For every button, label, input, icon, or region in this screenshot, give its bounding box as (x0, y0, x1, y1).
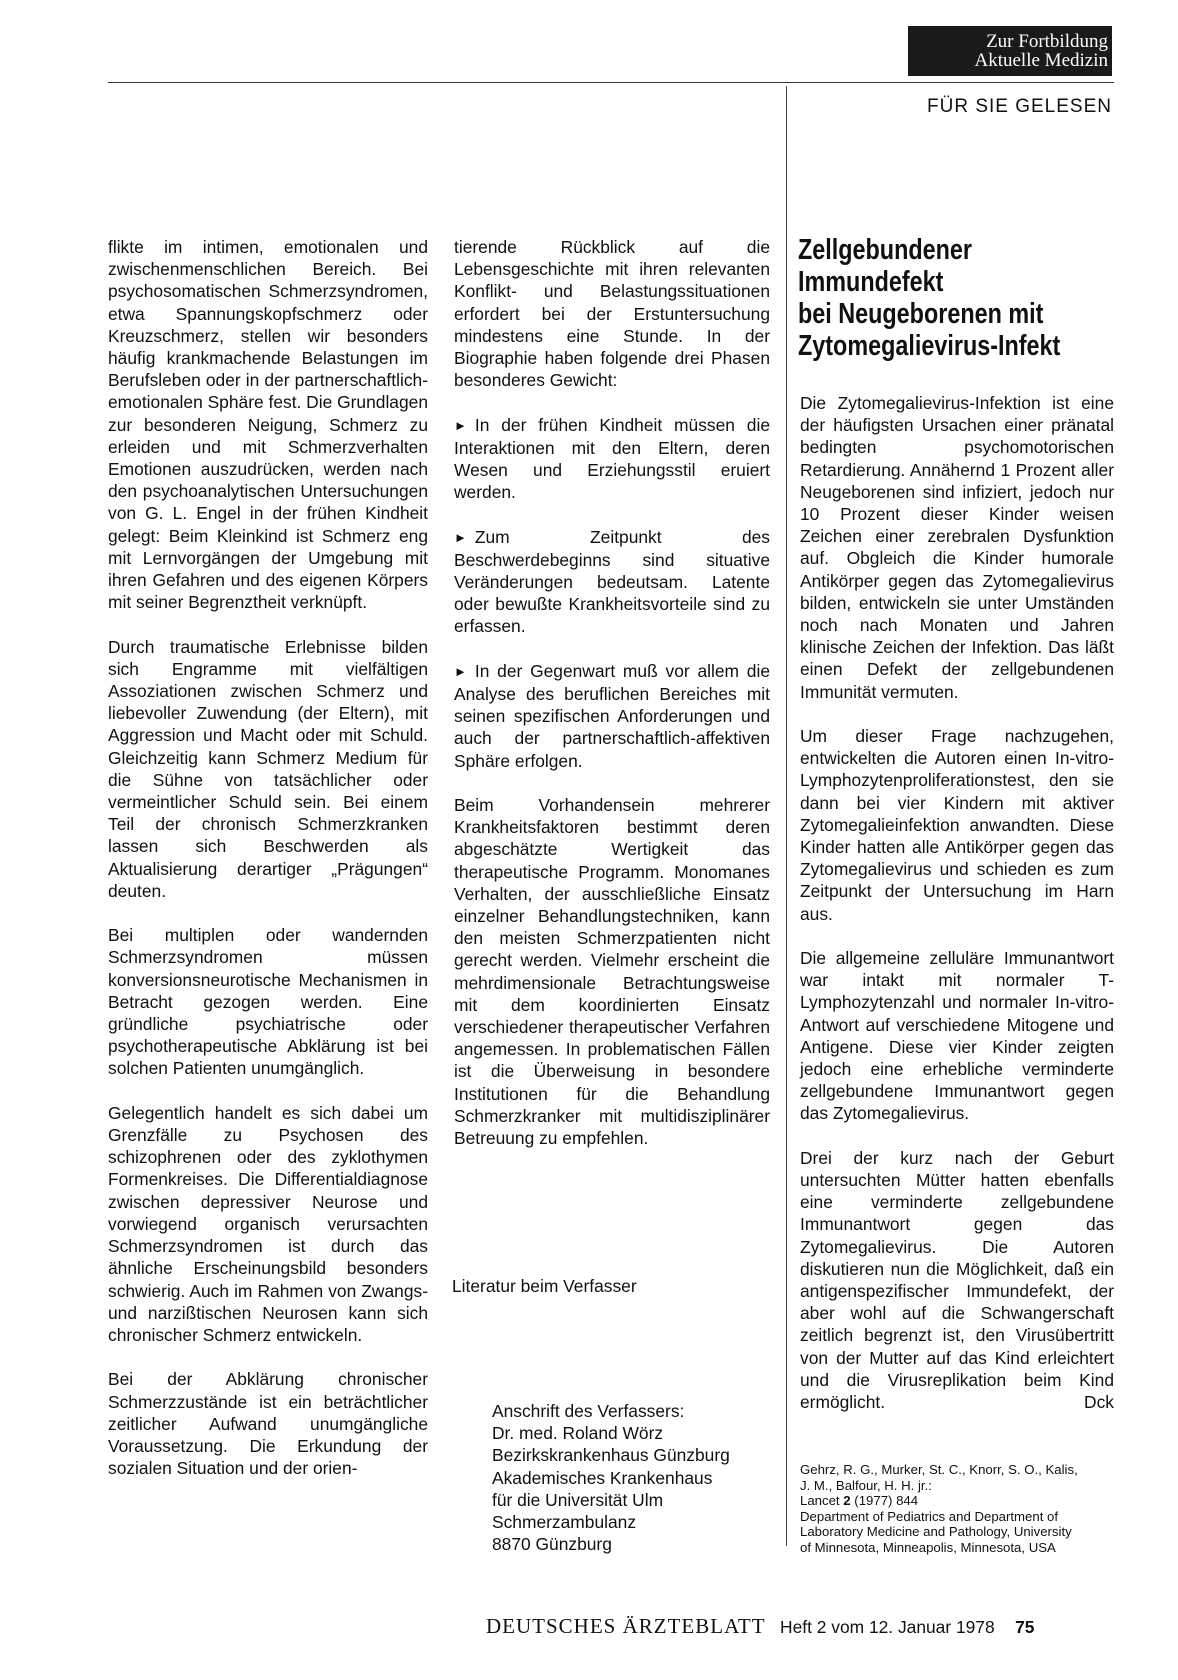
reference (800, 1462, 1114, 1556)
bullet-paragraph (454, 414, 770, 504)
paragraph: Um dieser Frage nachzugehen, entwickelten die Autoren einen In-vitro-Lymphozytenproliferationstest, den sie dann bei vier Kindern mit aktiver Zytomegalieinfektion anwandten. Diese Kinder hatten alle Antikörper gegen das Zytomegalievirus und schieden es zum Zeitpunkt der Untersuchung im Harn aus. (800, 726, 1114, 924)
address-line: Dr. med. Roland Wörz (492, 1423, 664, 1444)
arrow-bullet-icon: ► (454, 663, 467, 679)
bullet-paragraph (454, 526, 770, 638)
headline-line: Zytomegalievirus-Infekt (798, 330, 1061, 362)
address-line: für die Universität Ulm (492, 1489, 664, 1510)
page-footer (486, 1614, 1112, 1639)
reference-affiliation: Laboratory Medicine and Pathology, University (800, 1524, 1072, 1540)
address-line: Akademisches Krankenhaus (492, 1467, 713, 1488)
reference-authors: Gehrz, R. G., Murker, St. C., Knorr, S. O., Kalis, (800, 1462, 1078, 1477)
column-3 (800, 392, 1114, 1435)
address-line: Bezirkskrankenhaus Günzburg (492, 1445, 730, 1466)
bullet-paragraph (454, 660, 770, 772)
column-2 (454, 236, 770, 1171)
paragraph: Beim Vorhandensein mehrerer Krankheitsfaktoren bestimmt deren abgeschätzte Wertigkeit das therapeutische Programm. Monomanes Verhalten, der ausschließliche Einsatz einzelner Behandlungstechniken, kann den meisten Schmerzpatienten nicht gerecht werden. Vielmehr erscheint die mehrdimensionale Betrachtungsweise mit dem koordinierten Einsatz verschiedener therapeutischer Verfahren angemessen. In problematischen Fällen ist die Überweisung in besondere Institutionen für die Behandlung Schmerzkranker mit multidisziplinärer Betreuung zu empfehlen. (454, 795, 770, 1149)
arrow-bullet-icon: ► (454, 417, 467, 433)
reference-affiliation: of Minnesota, Minneapolis, Minnesota, USA (800, 1539, 1056, 1555)
headline-line: Zellgebundener (798, 234, 973, 266)
arrow-bullet-icon: ► (454, 529, 467, 545)
paragraph: Bei multiplen oder wandernden Schmerzsyndromen müssen konversionsneurotische Mechanismen in Betracht gezogen werden. Eine gründliche psychiatrische oder psychotherapeutische Abklärung ist bei solchen Patienten unumgänglich. (108, 925, 428, 1079)
headline-line: Immundefekt (798, 266, 944, 298)
issue-info: Heft 2 vom 12. Januar 1978 (780, 1617, 995, 1637)
address-line: Schmerzambulanz (492, 1512, 637, 1533)
paragraph: tierende Rückblick auf die Lebensgeschichte mit ihren relevanten Konflikt- und Belastungssituationen erfordert bei der Erstuntersuchung mindestens eine Stunde. In der Biographie haben folgende drei Phasen besonderes Gewicht: (454, 237, 770, 391)
badge-line-2: Aktuelle Medizin (974, 50, 1108, 71)
article-headline (798, 234, 1110, 362)
reference-authors: J. M., Balfour, H. H. jr.: (800, 1477, 932, 1493)
address-line: 8870 Günzburg (492, 1534, 612, 1555)
paragraph: Gelegentlich handelt es sich dabei um Grenzfälle zu Psychosen des schizophrenen oder des zyklothymen Formenkreises. Die Differentialdiagnose zwischen depressiver Neurose und vorwiegend organisch verursachten Schmerzsyndromen ist durch das ähnliche Erscheinungsbild besonders schwierig. Auch im Rahmen von Zwangs- und narzißtischen Neurosen kann sich chronischer Schmerz entwickeln. (108, 1102, 428, 1345)
paragraph: Die Zytomegalievirus-Infektion ist eine der häufigsten Ursachen einer pränatal bedingten psychomotorischen Retardierung. Annähernd 1 Prozent aller Neugeborenen sind infiziert, jedoch nur 10 Prozent dieser Kinder weisen Zeichen einer zerebralen Dysfunktion auf. Obgleich die Kinder humorale Antikörper gegen das Zytomegalievirus bilden, entwickeln sie unter Umständen noch nach Monaten und Jahren klinische Zeichen der Infektion. Das läßt einen Defekt der zellgebundenen Immunität vermuten. (800, 393, 1114, 702)
paragraph: Bei der Abklärung chronischer Schmerzzustände ist ein beträchtlicher zeitlicher Aufwand unumgängliche Voraussetzung. Die Erkundung der sozialen Situation und der orien- (108, 1369, 428, 1479)
masthead: DEUTSCHES ÄRZTEBLATT (486, 1614, 766, 1638)
column-1 (108, 236, 428, 1502)
paragraph: flikte im intimen, emotionalen und zwischenmenschlichen Bereich. Bei psychosomatischen Schmerzsyndromen, etwa Spannungskopfschmerz oder Kreuzschmerz, stellen wir besonders häufig krankmachende Belastungen im Berufsleben oder in der partnerschaftlich-emotionalen Sphäre fest. Die Grundlagen zur besonderen Neigung, Schmerz zu erleiden und mit Schmerzverhalten Emotionen auszudrücken, werden nach den psychoanalytischen Untersuchungen von G. L. Engel in der frühen Kindheit gelegt: Beim Kleinkind ist Schmerz eng mit Lernvorgängen der Umgebung mit ihren Gefahren und des eigenen Körpers mit seiner Begrenztheit verknüpft. (108, 237, 428, 613)
literature-note: Literatur beim Verfasser (452, 1276, 637, 1296)
bullet-text: In der Gegenwart muß vor allem die Analyse des beruflichen Bereiches mit seinen spezifischen Anforderungen und auch der partnerschaftlich-affektiven Sphäre erfolgen. (454, 660, 770, 771)
author-signature: Dck (1084, 1392, 1114, 1413)
bullet-text: In der frühen Kindheit müssen die Interaktionen mit den Eltern, deren Wesen und Erziehungsstil eruiert werden. (454, 414, 770, 503)
bullet-text: Zum Zeitpunkt des Beschwerdebeginns sind situative Veränderungen bedeutsam. Latente oder bewußte Krankheitsvorteile sind zu erfassen. (454, 526, 770, 637)
column-divider (786, 86, 787, 1546)
badge-line-1: Zur Fortbildung (986, 31, 1108, 52)
header-rule (108, 82, 1114, 83)
headline-line: bei Neugeborenen mit (798, 298, 1044, 330)
paragraph (800, 1147, 1114, 1413)
paragraph: Durch traumatische Erlebnisse bilden sich Engramme mit vielfältigen Assoziationen zwischen Schmerz und liebevoller Zuwendung (der Eltern), mit Aggression und Macht oder mit Schuld. Gleichzeitig kann Schmerz Medium für die Sühne von tatsächlicher oder vermeintlicher Schuld sein. Bei einem Teil der chronisch Schmerzkranken lassen sich Beschwerden als Aktualisierung derartiger „Prägungen“ deuten. (108, 636, 428, 901)
reference-citation: Lancet 2 (1977) 844 (800, 1493, 919, 1509)
section-badge (908, 26, 1112, 76)
author-address (492, 1400, 730, 1555)
reference-affiliation: Department of Pediatrics and Department of (800, 1508, 1059, 1524)
page-number: 75 (1015, 1617, 1035, 1637)
address-line: Anschrift des Verfassers: (492, 1401, 685, 1421)
paragraph-text: Drei der kurz nach der Geburt untersuchten Mütter hatten ebenfalls eine verminderte zellgebundene Immunantwort gegen das Zytomegalievirus. Die Autoren diskutieren nun die Möglichkeit, daß ein antigenspezifischer Immundefekt, der aber wohl auf die Schwangerschaft zeitlich begrenzt ist, den Virusübertritt von der Mutter auf das Kind erleichtert und die Virusreplikation beim Kind ermöglicht. (800, 1147, 1114, 1413)
paragraph: Die allgemeine zelluläre Immunantwort war intakt mit normaler T-Lymphozytenzahl und normaler In-vitro-Antwort auf verschiedene Mitogene und Antigene. Diese vier Kinder zeigten jedoch eine erhebliche verminderte zellgebundene Immunantwort gegen das Zytomegalievirus. (800, 948, 1114, 1124)
section-label: FÜR SIE GELESEN (927, 96, 1112, 117)
